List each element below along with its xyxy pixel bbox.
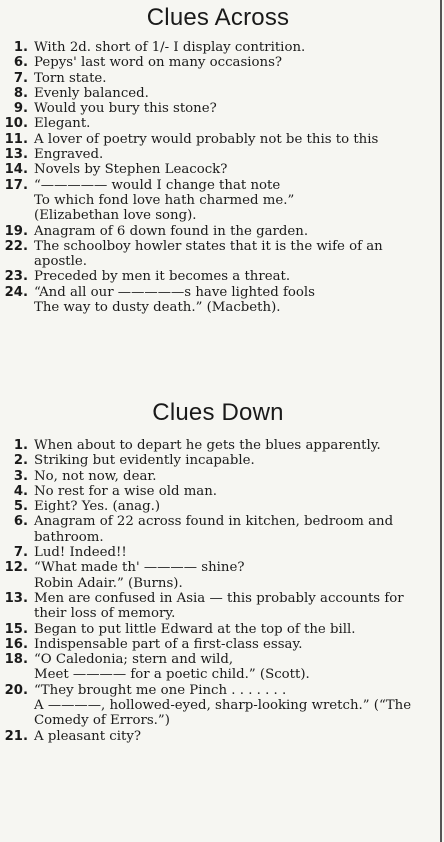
clue-number: 1. xyxy=(13,40,28,55)
clue-text: “O Caledonia; stern and wild, Meet ———— for a poetic child.” (Scott). xyxy=(34,652,310,683)
across-clue-11 xyxy=(4,132,432,147)
clue-number: 6. xyxy=(13,514,28,530)
down-clue-15 xyxy=(4,622,432,637)
across-clue-24 xyxy=(4,285,432,316)
across-clue-7 xyxy=(4,71,432,86)
clue-text: “————— would I change that note To which fond love hath charmed me.” (Elizabethan love song). xyxy=(34,177,295,224)
column-rule xyxy=(440,0,442,842)
down-clue-4 xyxy=(4,484,432,499)
clue-number: 3. xyxy=(13,468,28,484)
clue-text: Anagram of 22 across found in kitchen, bedroom and bathroom. xyxy=(34,514,394,545)
down-clue-6 xyxy=(4,514,432,545)
clue-number: 13. xyxy=(4,147,28,163)
across-clue-9 xyxy=(4,101,432,116)
clue-number: 23. xyxy=(4,269,28,285)
clue-text: Preceded by men it becomes a threat. xyxy=(34,269,291,285)
clue-text: Began to put little Edward at the top of the bill. xyxy=(34,621,356,637)
clue-text: Would you bury this stone? xyxy=(34,101,217,117)
clue-text: A pleasant city? xyxy=(34,728,141,744)
clue-text: When about to depart he gets the blues apparently. xyxy=(34,438,381,453)
down-clue-5 xyxy=(4,499,432,514)
clue-text: Eight? Yes. (anag.) xyxy=(34,499,161,515)
across-clue-1 xyxy=(4,40,432,55)
clues-across-heading: Clues Across xyxy=(146,4,290,31)
clue-text: Lud! Indeed!! xyxy=(34,545,127,561)
clue-number: 2. xyxy=(13,453,28,469)
clue-text: A lover of poetry would probably not be this to this xyxy=(34,131,379,147)
across-clue-17 xyxy=(4,178,432,224)
clue-number: 19. xyxy=(4,223,28,239)
clue-text: “And all our —————s have lighted fools The way to dusty death.” (Macbeth). xyxy=(34,284,315,316)
clue-number: 13. xyxy=(4,590,28,606)
clue-number: 6. xyxy=(13,55,28,71)
clue-text: Anagram of 6 down found in the garden. xyxy=(34,223,309,239)
clue-number: 16. xyxy=(4,636,28,652)
across-clue-8 xyxy=(4,86,432,101)
clue-text: Pepys' last word on many occasions? xyxy=(34,55,283,71)
clue-text: No rest for a wise old man. xyxy=(34,483,218,499)
clue-number: 4. xyxy=(13,483,28,499)
clue-number: 1. xyxy=(13,438,28,453)
clue-text: Torn state. xyxy=(34,70,107,86)
clues-down-list xyxy=(4,438,432,744)
clue-number: 7. xyxy=(13,545,28,561)
down-clue-3 xyxy=(4,469,432,484)
clue-text: “What made th' ———— shine? Robin Adair.” (Burns). xyxy=(34,560,245,591)
clue-number: 15. xyxy=(4,621,28,637)
down-clue-2 xyxy=(4,453,432,468)
clue-number: 17. xyxy=(4,177,28,193)
clue-number: 5. xyxy=(13,499,28,515)
clues-across-list xyxy=(4,40,432,315)
clue-text: Evenly balanced. xyxy=(34,85,149,101)
clue-text: With 2d. short of 1/- I display contrition. xyxy=(34,40,306,55)
clue-number: 12. xyxy=(4,560,28,576)
across-clue-23 xyxy=(4,269,432,284)
clue-text: Men are confused in Asia — this probably accounts for their loss of memory. xyxy=(34,590,404,622)
down-clue-18 xyxy=(4,652,432,683)
down-clue-12 xyxy=(4,560,432,591)
down-clue-1 xyxy=(4,438,432,453)
clue-number: 20. xyxy=(4,682,28,698)
clue-number: 11. xyxy=(4,131,28,147)
clue-text: Striking but evidently incapable. xyxy=(34,453,255,469)
across-clue-13 xyxy=(4,147,432,162)
clue-text: Engraved. xyxy=(34,147,104,163)
clue-number: 8. xyxy=(13,85,28,101)
across-clue-6 xyxy=(4,55,432,70)
across-clue-10 xyxy=(4,116,432,131)
clue-text: “They brought me one Pinch . . . . . . . A ————, hollowed-eyed, sharp-looking wretch.” (“The Comedy of Errors.”) xyxy=(34,682,412,729)
down-clue-16 xyxy=(4,637,432,652)
clue-text: The schoolboy howler states that it is the wife of an apostle. xyxy=(34,238,383,270)
down-clue-20 xyxy=(4,683,432,729)
clue-number: 21. xyxy=(4,728,28,744)
clue-number: 14. xyxy=(4,162,28,178)
clues-down-heading: Clues Down xyxy=(152,399,284,426)
clue-text: Novels by Stephen Leacock? xyxy=(34,162,228,178)
clue-number: 10. xyxy=(4,116,28,132)
clue-text: No, not now, dear. xyxy=(34,468,157,484)
down-clue-13 xyxy=(4,591,432,622)
across-clue-22 xyxy=(4,239,432,270)
clue-number: 18. xyxy=(4,652,28,668)
clue-number: 24. xyxy=(4,284,28,300)
across-clue-14 xyxy=(4,162,432,177)
clue-number: 9. xyxy=(13,101,28,117)
down-clue-7 xyxy=(4,545,432,560)
clue-text: Elegant. xyxy=(34,116,91,132)
down-clue-21 xyxy=(4,729,432,744)
clue-text: Indispensable part of a first-class essay. xyxy=(34,636,303,652)
across-clue-19 xyxy=(4,224,432,239)
clue-number: 7. xyxy=(13,70,28,86)
clue-number: 22. xyxy=(4,238,28,254)
